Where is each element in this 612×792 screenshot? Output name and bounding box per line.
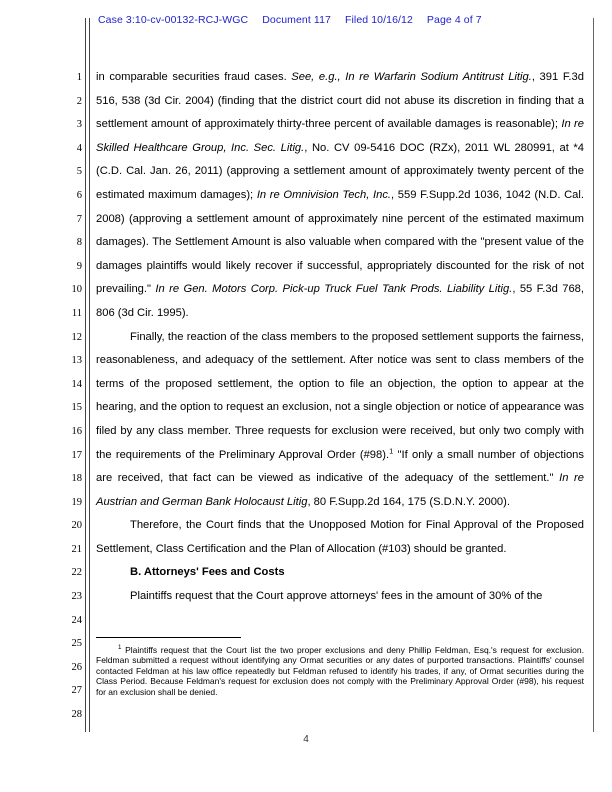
page-number-footer: 4 (303, 734, 309, 745)
line-number: 22 (71, 567, 82, 579)
ecf-filed-date: Filed 10/16/12 (344, 14, 413, 26)
paragraph-2-continued-text: "If only a small number of objections are received, that fact can be viewed as indicative of the adequacy of the settlement." In re Austrian and German Bank Holocaust Litig, 80 F.Supp.2d 164, 175 (S.D.N.Y. 2000). (96, 448, 584, 508)
line-number: 9 (76, 260, 82, 272)
footnote-block (96, 645, 584, 697)
line-number: 19 (71, 496, 82, 508)
line-number: 10 (71, 284, 82, 296)
left-margin-rule-inner (89, 18, 90, 732)
footnote-number: 1 (118, 644, 122, 652)
paragraph-3-text: Therefore, the Court finds that the Unopposed Motion for Final Approval of the Proposed Settlement, Class Certification and the Plan of Allocation (#103) should be granted. (96, 519, 584, 555)
section-heading-attorneys-fees: B. Attorneys' Fees and Costs (130, 566, 285, 579)
line-number: 5 (76, 166, 82, 178)
line-number: 23 (71, 591, 82, 603)
right-margin-rule (593, 18, 594, 732)
body-paragraph-2 (96, 326, 584, 515)
paragraph-4-text: Plaintiffs request that the Court approve attorneys' fees in the amount of 30% of the (130, 590, 543, 603)
footnote-text: Plaintiffs request that the Court list the two proper exclusions and deny Phillip Feldman, Esq.'s request for exclusion. Feldman submitted a request without identifying any Ormat securities or any dates of purported transactions. Plaintiffs' counsel contacted Feldman at his law office repeatedly but Feldman refused to identify his trades, if any, of Ormat securities during the Class Period. Because Feldman's request for exclusion does not comply with the Preliminary Approval Order (#98), his request for an exclusion shall be denied. (96, 645, 584, 697)
line-number: 8 (76, 237, 82, 249)
line-number: 24 (71, 614, 82, 626)
body-paragraph-4 (96, 585, 584, 609)
line-number: 14 (71, 378, 82, 390)
line-number: 2 (76, 95, 82, 107)
paragraph-2-text: Finally, the reaction of the class members to the proposed settlement supports the fairness, reasonableness, and adequacy of the settlement. After notice was sent to class members of the terms of the proposed settlement, the option to file an objection, the option to appear at the hearing, and the option to request an exclusion, not a single objection or notice of appearance was filed by any class member. Three requests for exclusion were received, but only two comply with the requirements of the Preliminary Approval Order (#98). (96, 330, 584, 461)
line-number: 21 (71, 543, 82, 555)
line-number: 11 (71, 307, 82, 319)
line-number: 18 (71, 473, 82, 485)
paragraph-1-text: in comparable securities fraud cases. See, e.g., In re Warfarin Sodium Antitrust Litig., 391 F.3d 516, 538 (3d Cir. 2004) (finding that the district court did not abuse its discretion in finding that a settlement amount of approximately thirty-three percent of available damages is reasonable); In re Skilled Healthcare Group, Inc. Sec. Litig., No. CV 09-5416 DOC (RZx), 2011 WL 280991, at *4 (C.D. Cal. Jan. 26, 2011) (approving a settlement amount of approximately twenty percent of the estimated maximum damages); In re Omnivision Tech, Inc., 559 F.Supp.2d 1036, 1042 (N.D. Cal. 2008) (approving a settlement amount of approximately nine percent of the estimated maximum damages). The Settlement Amount is also valuable when compared with the "present value of the damages plaintiffs would likely recover if successful, appropriately discounted for the risk of not prevailing." In re Gen. Motors Corp. Pick-up Truck Fuel Tank Prods. Liability Litig., 55 F.3d 768, 806 (3d Cir. 1995). (96, 71, 585, 319)
line-number: 1 (76, 72, 82, 83)
line-number: 25 (71, 638, 82, 650)
line-number: 6 (76, 189, 82, 201)
body-paragraph-3 (96, 514, 584, 561)
line-number: 15 (71, 402, 82, 414)
ecf-page-indicator: Page 4 of 7 (426, 14, 482, 26)
line-number: 12 (71, 331, 82, 343)
body-paragraph-1 (96, 66, 584, 326)
line-number: 26 (71, 661, 82, 673)
line-number: 17 (71, 449, 82, 461)
ecf-case-number: Case 3:10-cv-00132-RCJ-WGC (98, 14, 249, 26)
footnote-separator-rule (96, 637, 241, 638)
footnote-1 (96, 645, 584, 697)
line-number: 28 (71, 709, 82, 721)
line-number-column (60, 66, 82, 727)
line-number: 3 (76, 119, 82, 131)
document-body (96, 66, 584, 609)
line-number: 13 (71, 355, 82, 367)
left-margin-rule-outer (85, 18, 86, 732)
ecf-stamp-header (98, 14, 482, 26)
footnote-reference-marker[interactable]: 1 (389, 445, 394, 455)
ecf-document-number: Document 117 (262, 14, 331, 26)
line-number: 27 (71, 685, 82, 697)
line-number: 4 (76, 142, 82, 154)
line-number: 16 (71, 425, 82, 437)
line-number: 20 (71, 520, 82, 532)
line-number: 7 (76, 213, 82, 225)
